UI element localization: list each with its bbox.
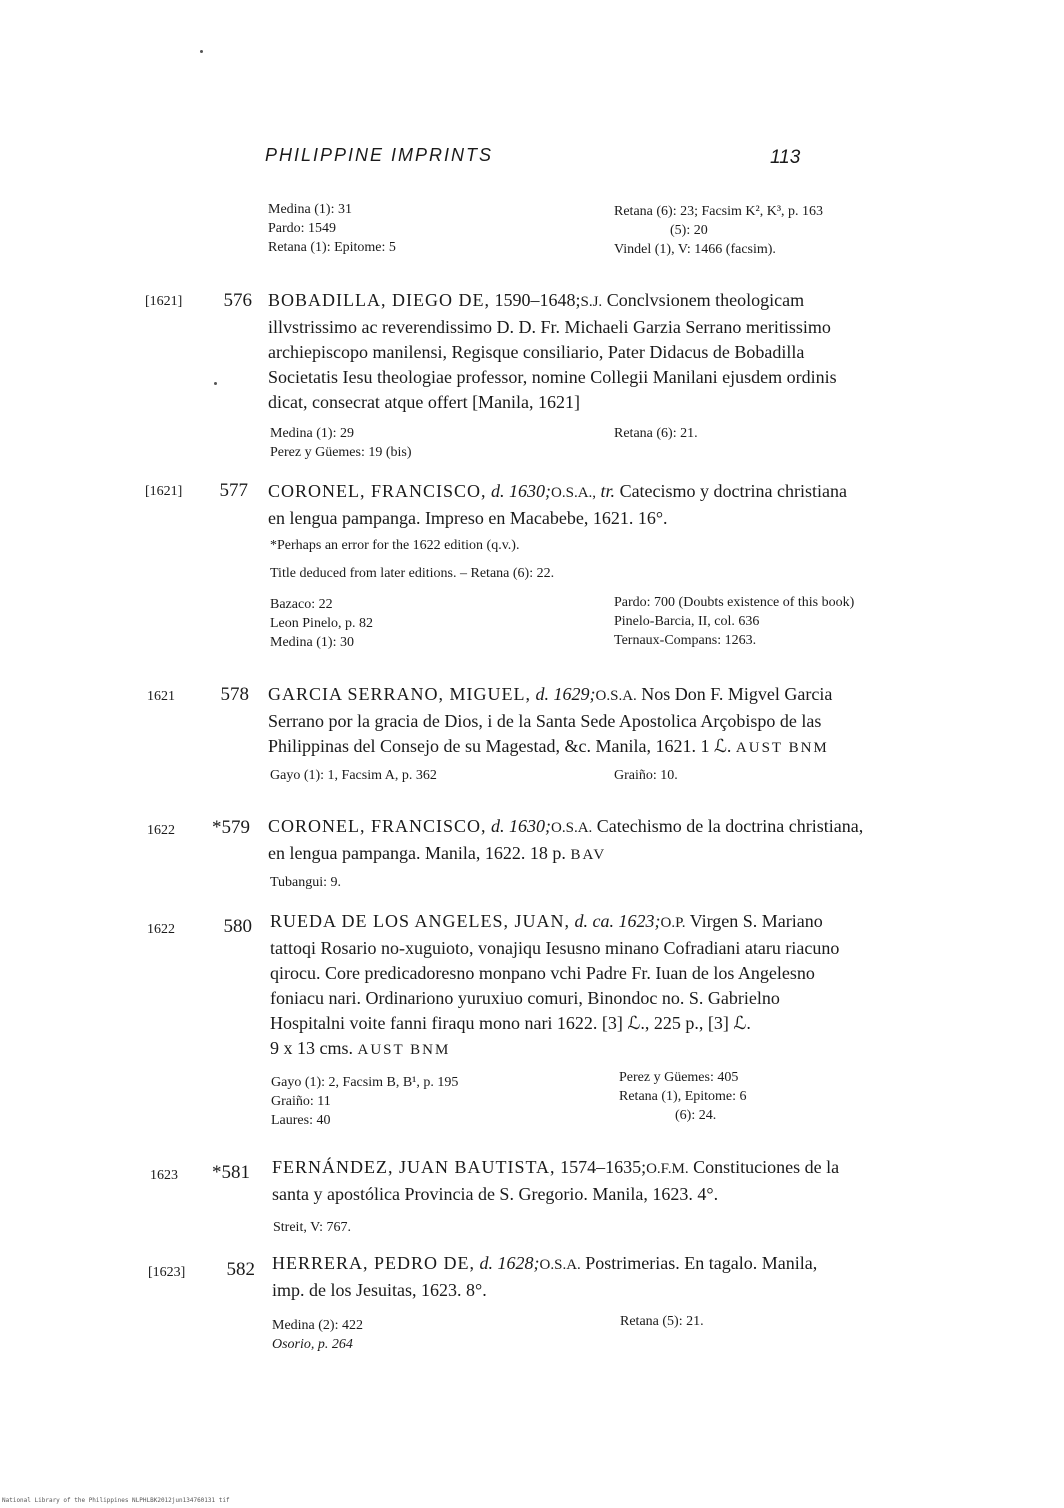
entry-first-line [270, 909, 839, 936]
entry-order: S.J. [580, 294, 603, 310]
ref-line: Gayo (1): 1, Facsim A, p. 362 [270, 768, 437, 783]
entry-first-line [268, 288, 837, 315]
entry-order: O.S.A. [539, 1257, 581, 1273]
entry-size: 9 x 13 cms. [270, 1038, 353, 1058]
ref-line: (5): 20 [670, 223, 708, 238]
refs-right [614, 766, 678, 785]
scan-speck [214, 382, 217, 385]
entry-577-text [268, 479, 847, 531]
entry-year: [1623] [148, 1265, 186, 1280]
entry-author: CORONEL, FRANCISCO, [268, 816, 487, 836]
scan-footer: National Library of the Philippines NLPHLBK2012jun134760131 tif [2, 1497, 230, 1504]
entry-line: illvstrissimo ac reverendissimo D. D. Fr. Michaeli Garzia Serrano meritissimo [268, 317, 831, 337]
ref-line: Perez y Güemes: 19 (bis) [270, 445, 412, 460]
refs-left [270, 424, 412, 462]
refs-left [270, 873, 341, 892]
entry-author: RUEDA DE LOS ANGELES, JUAN, [270, 911, 571, 931]
entry-translator: tr. [600, 481, 616, 501]
entry-dates: d. 1629; [535, 684, 596, 704]
refs-left [271, 1073, 458, 1130]
entry-order: O.S.A., [551, 485, 597, 501]
entry-order: O.P. [660, 915, 686, 931]
entry-first-line [272, 1251, 817, 1278]
ref-line: Osorio, p. 264 [272, 1337, 353, 1352]
ref-line: Retana (6): 23; Facsim K², K³, p. 163 [614, 204, 824, 219]
running-title: PHILIPPINE IMPRINTS [265, 145, 494, 165]
ref-line: Medina (1): 29 [270, 426, 354, 441]
entry-note: Title deduced from later editions. – Retana (6): 22. [270, 566, 555, 581]
entry-number: *579 [212, 817, 250, 838]
entry-line: Societatis Iesu theologiae professor, nomine Collegii Manilani ejusdem ordinis [268, 367, 837, 387]
entry-dates: d. 1628; [479, 1253, 540, 1273]
refs-left [273, 1218, 351, 1237]
entry-581-text [272, 1155, 839, 1207]
holdings: AUST BNM [357, 1042, 451, 1058]
entry-line: qirocu. Core predicadoresno monpano vchi Padre Fr. Iuan de los Angelesno [270, 963, 815, 983]
ref-line: Bazaco: 22 [270, 597, 333, 612]
refs-left [270, 766, 437, 785]
refs-right [614, 593, 854, 650]
entry-first-line [268, 479, 847, 506]
entry-line: foniacu nari. Ordinariono yuruxiuo comuri, Binondoc no. S. Gabrielno [270, 988, 780, 1008]
entry-year: 1622 [147, 823, 175, 838]
entry-line: archiepiscopo manilensi, Regisque consiliario, Pater Didacus de Bobadilla [268, 342, 805, 362]
entry-line [268, 841, 863, 868]
refs-right [614, 424, 698, 443]
ref-line: Vindel (1), V: 1466 (facsim). [614, 242, 776, 257]
entry-title-start: Conclvsionem theologicam [606, 290, 805, 310]
ref-line: Laures: 40 [271, 1113, 331, 1128]
holdings: BAV [570, 847, 607, 863]
entry-author: CORONEL, FRANCISCO, [268, 481, 487, 501]
ref-line: Retana (5): 21. [620, 1314, 704, 1329]
entry-author: HERRERA, PEDRO DE, [272, 1253, 476, 1273]
entry-576-text [268, 288, 837, 415]
entry-dates: 1574–1635; [560, 1157, 647, 1177]
refs-left [272, 1316, 363, 1354]
entry-line [268, 734, 832, 761]
entry-dates: d. 1630; [491, 481, 552, 501]
entry-title-start: Nos Don F. Migvel Garcia [641, 684, 833, 704]
refs-left [270, 595, 373, 652]
entry-author: FERNÁNDEZ, JUAN BAUTISTA, [272, 1157, 556, 1177]
ref-line: Medina (2): 422 [272, 1318, 363, 1333]
entry-author: BOBADILLA, DIEGO DE, [268, 290, 490, 310]
entry-title-start: Catecismo y doctrina christiana [619, 481, 847, 501]
entry-number: 582 [226, 1259, 255, 1280]
entry-line: dicat, consecrat atque offert [Manila, 1621] [268, 392, 581, 412]
entry-first-line [272, 1155, 839, 1182]
entry-title-start: Virgen S. Mariano [689, 911, 823, 931]
entry-first-line [268, 814, 863, 841]
ref-line: Graiño: 11 [271, 1094, 331, 1109]
ref-line: Retana (1): Epitome: 5 [268, 240, 396, 255]
entry-578-text [268, 682, 832, 761]
entry-line: tattoqi Rosario no-xuguioto, vonajiqu Iesusno minano Cofradiani ataru riacuno [270, 938, 840, 958]
entry-first-line [268, 682, 832, 709]
ref-line: Medina (1): 30 [270, 635, 354, 650]
entry-line: Serrano por la gracia de Dios, i de la Santa Sede Apostolica Arçobispo de las [268, 711, 822, 731]
page-number: 113 [770, 147, 801, 168]
entry-number: 577 [219, 480, 248, 501]
entry-title-start: Postrimerias. En tagalo. Manila, [585, 1253, 818, 1273]
entry-580-text [270, 909, 839, 1063]
entry-number: *581 [212, 1162, 250, 1183]
entry-order: O.F.M. [646, 1161, 689, 1177]
entry-line-text: en lengua pampanga. Manila, 1622. 18 p. [268, 843, 566, 863]
refs-right [620, 1312, 704, 1331]
ref-line: Leon Pinelo, p. 82 [270, 616, 374, 631]
entry-year: 1622 [147, 922, 175, 937]
ref-line: Streit, V: 767. [273, 1220, 352, 1235]
entry-title-start: Constituciones de la [693, 1157, 840, 1177]
entry-title-start: Catechismo de la doctrina christiana, [596, 816, 864, 836]
entry-author: GARCIA SERRANO, MIGUEL, [268, 684, 532, 704]
entry-year: 1621 [147, 689, 175, 704]
ref-line: Ternaux-Compans: 1263. [614, 633, 757, 648]
entry-number: 576 [223, 290, 252, 311]
entry-year: 1623 [150, 1168, 178, 1183]
top-refs-left [268, 200, 396, 257]
top-refs-right [614, 202, 823, 259]
ref-line: Gayo (1): 2, Facsim B, B¹, p. 195 [271, 1075, 459, 1090]
ref-line: Pardo: 1549 [268, 221, 337, 236]
entry-year: [1621] [145, 484, 183, 499]
entry-582-text [272, 1251, 817, 1303]
entry-note: *Perhaps an error for the 1622 edition (q.v.). [270, 538, 520, 553]
scan-speck [200, 50, 203, 53]
entry-line: imp. de los Jesuitas, 1623. 8°. [272, 1280, 487, 1300]
entry-dates: 1590–1648; [494, 290, 581, 310]
holdings: AUST BNM [735, 740, 829, 756]
entry-line [270, 1036, 839, 1063]
ref-line: Graiño: 10. [614, 768, 678, 783]
ref-line: Retana (1), Epitome: 6 [619, 1089, 747, 1104]
entry-line-text: Philippinas del Consejo de su Magestad, &c. Manila, 1621. 1 ℒ. [268, 736, 732, 756]
entry-number: 578 [220, 684, 249, 705]
entry-number: 580 [223, 916, 252, 937]
ref-line: Medina (1): 31 [268, 202, 352, 217]
entry-order: O.S.A. [551, 820, 593, 836]
entry-line: santa y apostólica Provincia de S. Gregorio. Manila, 1623. 4°. [272, 1184, 719, 1204]
entry-year: [1621] [145, 294, 183, 309]
ref-line: Pardo: 700 (Doubts existence of this book) [614, 595, 855, 610]
entry-line: en lengua pampanga. Impreso en Macabebe, 1621. 16°. [268, 508, 668, 528]
entry-order: O.S.A. [595, 688, 637, 704]
ref-line: (6): 24. [675, 1108, 717, 1123]
ref-line: Tubangui: 9. [270, 875, 342, 890]
ref-line: Pinelo-Barcia, II, col. 636 [614, 614, 760, 629]
ref-line: Retana (6): 21. [614, 426, 698, 441]
ref-line: Perez y Güemes: 405 [619, 1070, 739, 1085]
entry-dates: d. 1630; [491, 816, 552, 836]
entry-line: Hospitalni voite fanni firaqu mono nari 1622. [3] ℒ., 225 p., [3] ℒ. [270, 1013, 751, 1033]
entry-579-text [268, 814, 863, 868]
refs-right [619, 1068, 747, 1125]
entry-dates: d. ca. 1623; [574, 911, 661, 931]
